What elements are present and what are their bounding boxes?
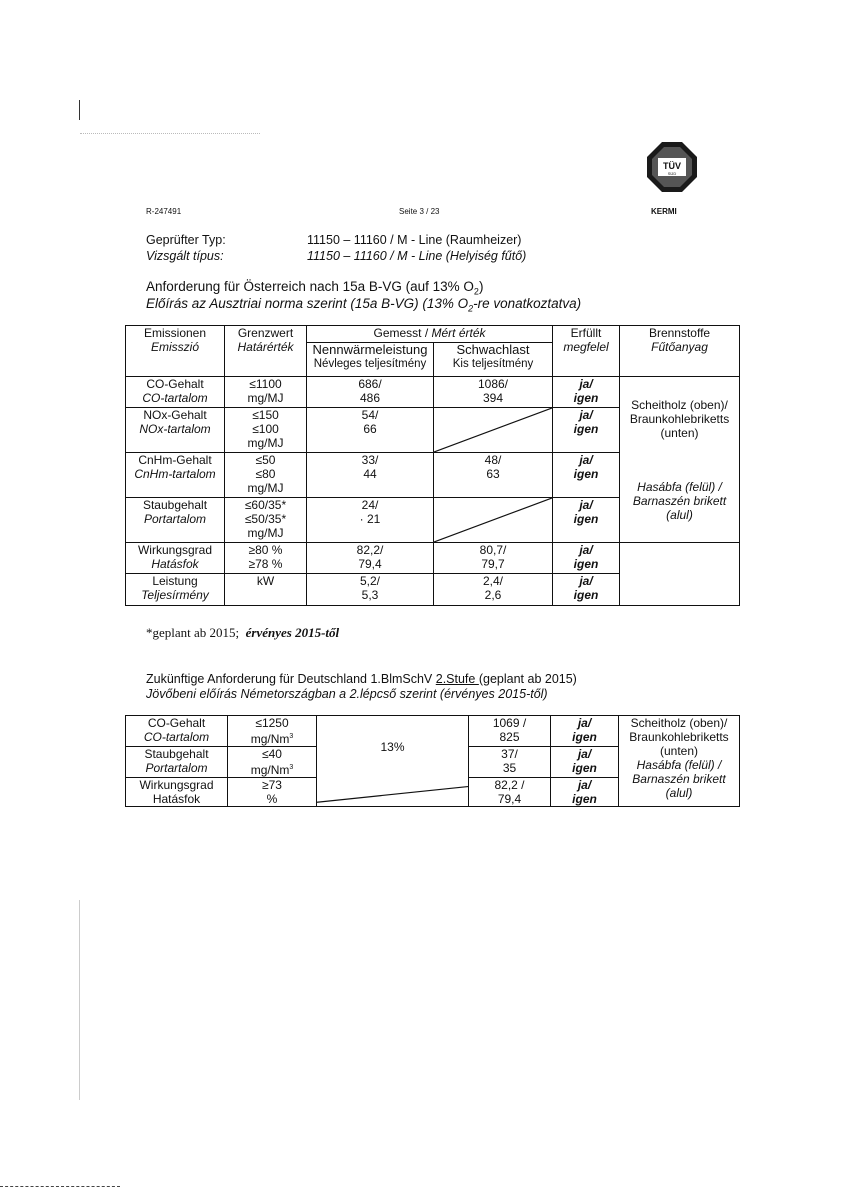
row-ok: ja/ igen [553, 574, 620, 606]
row-ok: ja/ igen [551, 778, 619, 807]
row-limit: kW [225, 574, 307, 606]
row-ok: ja/ igen [553, 377, 620, 408]
row-ok: ja/ igen [551, 747, 619, 778]
typ-value-hu: 11150 – 11160 / M - Line (Helyiség fűtő) [307, 249, 527, 263]
row-name: CO-Gehalt CO-tartalom [126, 716, 228, 747]
fuel-cell: Scheitholz (oben)/ Braunkohlebriketts (unten) Hasábfa (felül) / Barnaszén brikett (alul) [619, 716, 740, 807]
row-name: Leistung Teljesírmény [126, 574, 225, 606]
row-limit: ≤1100 mg/MJ [225, 377, 307, 408]
row-nominal: 24/ · 21 [307, 498, 434, 543]
head-fuel: Brennstoffe Fűtőanyag [620, 326, 740, 377]
o2-reference: 13% [317, 716, 469, 778]
table-row [126, 716, 740, 747]
req-de-title-de: Zukünftige Anforderung für Deutschland 1.BlmSchV 2.Stufe (geplant ab 2015) [146, 672, 577, 686]
head-fulfilled: Erfüllt megfelel [553, 326, 620, 377]
fuel-cell: Scheitholz (oben)/ Braunkohlebriketts (unten) Hasábfa (felül) / Barnaszén brikett (alul) [620, 377, 740, 543]
row-name: Wirkungsgrad Hatásfok [126, 778, 228, 807]
row-low: 48/ 63 [434, 453, 553, 498]
svg-text:SÜD: SÜD [667, 171, 677, 176]
table-row [126, 377, 740, 408]
row-name: Staubgehalt Portartalom [126, 498, 225, 543]
req-at-title-de: Anforderung für Österreich nach 15a B-VG (auf 13% $O_2$) [146, 279, 484, 297]
row-limit: ≤150 ≤100 mg/MJ [225, 408, 307, 453]
row-ok: ja/ igen [553, 543, 620, 574]
o2-empty [317, 778, 469, 807]
row-value: 1069 / 825 [469, 716, 551, 747]
fuel-empty [620, 543, 740, 606]
typ-label-hu: Vizsgált típus: [146, 249, 224, 263]
row-limit: ≤60/35* ≤50/35* mg/MJ [225, 498, 307, 543]
row-name: Wirkungsgrad Hatásfok [126, 543, 225, 574]
req-de-title-hu: Jövőbeni előírás Németországban a 2.lépcső szerint (érvényes 2015-től) [146, 687, 548, 701]
head-measured: Gemesst / Mért érték [307, 326, 553, 343]
empty-slash [434, 408, 552, 452]
row-low-empty [434, 408, 553, 453]
typ-label-de: Geprüfter Typ: [146, 233, 226, 247]
row-ok: ja/ igen [551, 716, 619, 747]
typ-value-de: 11150 – 11160 / M - Line (Raumheizer) [307, 233, 522, 247]
svg-text:TÜV: TÜV [663, 161, 681, 171]
row-limit: ≤40 mg/Nm$^3$ [228, 747, 317, 778]
row-name: Staubgehalt Portartalom [126, 747, 228, 778]
scan-margin-line [79, 100, 80, 120]
row-limit: ≥80 % ≥78 % [225, 543, 307, 574]
row-limit: ≤1250 mg/Nm$^3$ [228, 716, 317, 747]
row-low: 1086/ 394 [434, 377, 553, 408]
row-low: 2,4/ 2,6 [434, 574, 553, 606]
empty-slash [434, 498, 552, 542]
row-value: 37/ 35 [469, 747, 551, 778]
row-limit: ≥73 % [228, 778, 317, 807]
row-nominal: 33/ 44 [307, 453, 434, 498]
req-at-title-hu: Előírás az Ausztriai norma szerint (15a B-VG) (13% $O_2-re$ vonatkoztatva) [146, 296, 582, 314]
head-nominal: Nennwärmeleistung Névleges teljesítmény [307, 343, 434, 377]
row-low-empty [434, 498, 553, 543]
scan-margin-line-lower [79, 900, 80, 1100]
row-nominal: 82,2/ 79,4 [307, 543, 434, 574]
row-name: CnHm-Gehalt CnHm-tartalom [126, 453, 225, 498]
scan-bottom-dots [0, 1186, 120, 1187]
footnote: *geplant ab 2015; érvényes 2015-től [146, 625, 340, 640]
row-ok: ja/ igen [553, 498, 620, 543]
empty-slash [317, 778, 468, 807]
row-nominal: 686/ 486 [307, 377, 434, 408]
row-value: 82,2 / 79,4 [469, 778, 551, 807]
row-nominal: 5,2/ 5,3 [307, 574, 434, 606]
head-emission: Emissionen Emisszió [126, 326, 225, 377]
austria-emission-table [125, 325, 740, 606]
germany-emission-table [125, 715, 740, 807]
head-low: Schwachlast Kis teljesítmény [434, 343, 553, 377]
tuv-logo [646, 141, 698, 193]
row-low: 80,7/ 79,7 [434, 543, 553, 574]
table-row [126, 543, 740, 574]
row-limit: ≤50 ≤80 mg/MJ [225, 453, 307, 498]
row-name: CO-Gehalt CO-tartalom [126, 377, 225, 408]
page-number: Seite 3 / 23 [399, 207, 440, 216]
head-limit: Grenzwert Határérték [225, 326, 307, 377]
scan-dots [80, 133, 260, 134]
row-nominal: 54/ 66 [307, 408, 434, 453]
row-ok: ja/ igen [553, 453, 620, 498]
row-ok: ja/ igen [553, 408, 620, 453]
row-name: NOx-Gehalt NOx-tartalom [126, 408, 225, 453]
brand-name: KERMI [651, 207, 677, 216]
report-ref: R-247491 [146, 207, 182, 216]
